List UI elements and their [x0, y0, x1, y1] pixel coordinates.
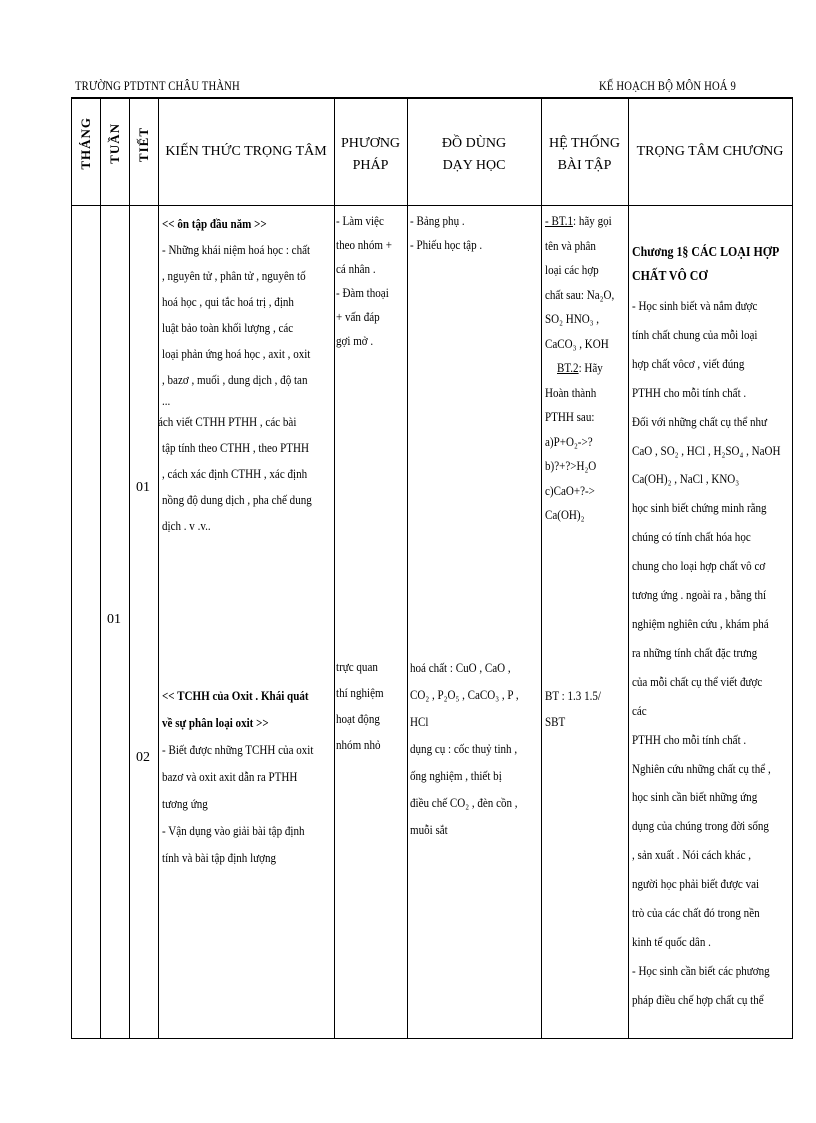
header-knowledge: KIẾN THỨC TRỌNG TÂM	[165, 144, 327, 159]
knowledge-block-1: << ôn tập đầu năm >> - Những khái niệm hoá học : chất , nguyên tử , phân tử , nguyên tố hoá học , qui tắc hoá trị , định luật bảo toàn khối lượng , các loại phản ứng hoá học , axit , oxit , bazơ , muối , dung dịch , độ tan ... ách viết CTHH PTHH , các bài tập tính theo CTHH , theo PTHH , cách xác định CTHH , xác định nồng độ dung dịch , pha chế dung dịch . v .v..	[158, 216, 312, 533]
col-border	[100, 97, 101, 1039]
header-week: TUẦN	[107, 123, 122, 164]
plan-title: KẾ HOẠCH BỘ MÔN HOÁ 9	[599, 78, 736, 93]
header-period: TIẾT	[136, 127, 151, 163]
exercises-block-1: - BT.1: hãy gọi tên và phân loại các hợp chất sau: Na₂O, SO₂ HNO₃ , CaCO₃ , KOH BT.2: Hãy Hoàn thành PTHH sau: a)P+O₂->? b)?+?>H₂O c)CaO+?-> Ca(OH)₂	[545, 213, 615, 522]
table-top-border	[71, 97, 793, 99]
header-month: THÁNG	[78, 117, 93, 170]
school-name: TRƯỜNG PTDTNT CHÂU THÀNH	[75, 78, 240, 93]
bt1-label: - BT.1	[545, 213, 574, 228]
col-border	[158, 97, 159, 1039]
col-border	[541, 97, 542, 1039]
week-number: 01	[107, 612, 121, 627]
lesson-plan-table	[71, 97, 793, 1039]
col-border	[407, 97, 408, 1039]
method-block-1: - Làm việc theo nhóm + cá nhân . - Đàm thoại + vấn đáp gợi mở .	[336, 213, 392, 348]
exercises-block-2: BT : 1.3 1.5/ SBT	[545, 688, 601, 729]
col-border	[628, 97, 629, 1039]
bt2-label: BT.2	[557, 360, 579, 375]
period-number-2: 02	[136, 750, 150, 765]
knowledge-block-2: << TCHH của Oxit . Khái quát về sự phân loại oxit >> - Biết được những TCHH của oxit bazơ và oxit axit dẫn ra PTHH tương ứng - Vận dụng vào giải bài tập định tính và bài tập định lượng	[162, 688, 314, 865]
table-bottom-border	[71, 1038, 793, 1039]
header-teaching-tools: ĐỒ DÙNG DẠY HỌC	[441, 136, 507, 173]
header-method: PHƯƠNG PHÁP	[340, 136, 401, 173]
tools-block-2: hoá chất : CuO , CaO , CO₂ , P₂O₅ , CaCO₃ , P , HCl dụng cụ : cốc thuỷ tinh , ống nghiệm , thiết bị điều chế CO₂ , đèn cồn , muỗi sắt	[410, 660, 519, 837]
chapter-focus-text: - Học sinh biết và nắm được tính chất chung của mỗi loại hợp chất vôcơ , viết đúng PTHH cho mỗi tính chất . Đối với những chất cụ thể như CaO , SO₂ , HCl , H₂SO₄ , NaOH Ca(OH)₂ , NaCl , KNO₃ học sinh biết chứng minh rằng chúng có tính chất hóa học chung cho loại hợp chất vô cơ tương ứng . ngoài ra , bằng thí nghiệm nghiên cứu , khám phá ra những tính chất đặc trưng của mỗi chất cụ thể viết được các PTHH cho mỗi tính chất . Nghiên cứu những chất cụ thể , học sinh cần biết những ứng dụng của chúng trong đời sống , sản xuất . Nói cách khác , người học phải biết được vai trò của các chất đó trong nền kinh tế quốc dân . - Học sinh cần biết các phương pháp điều chế hợp chất cụ thể	[632, 298, 781, 1007]
tools-block-1: - Bảng phụ . - Phiếu học tập .	[410, 213, 483, 252]
header-exercises: HỆ THỐNG BÀI TẬP	[549, 136, 620, 173]
period-number-1: 01	[136, 480, 150, 495]
header-row-divider	[71, 205, 793, 206]
method-block-2: trực quan thí nghiệm hoạt động nhóm nhỏ	[336, 659, 384, 752]
col-border	[129, 97, 130, 1039]
header-chapter-focus: TRỌNG TÂM CHƯƠNG	[636, 144, 784, 159]
col-border	[71, 97, 72, 1039]
chapter-title: Chương 1§ CÁC LOẠI HỢP CHẤT VÔ CƠ	[632, 245, 780, 284]
